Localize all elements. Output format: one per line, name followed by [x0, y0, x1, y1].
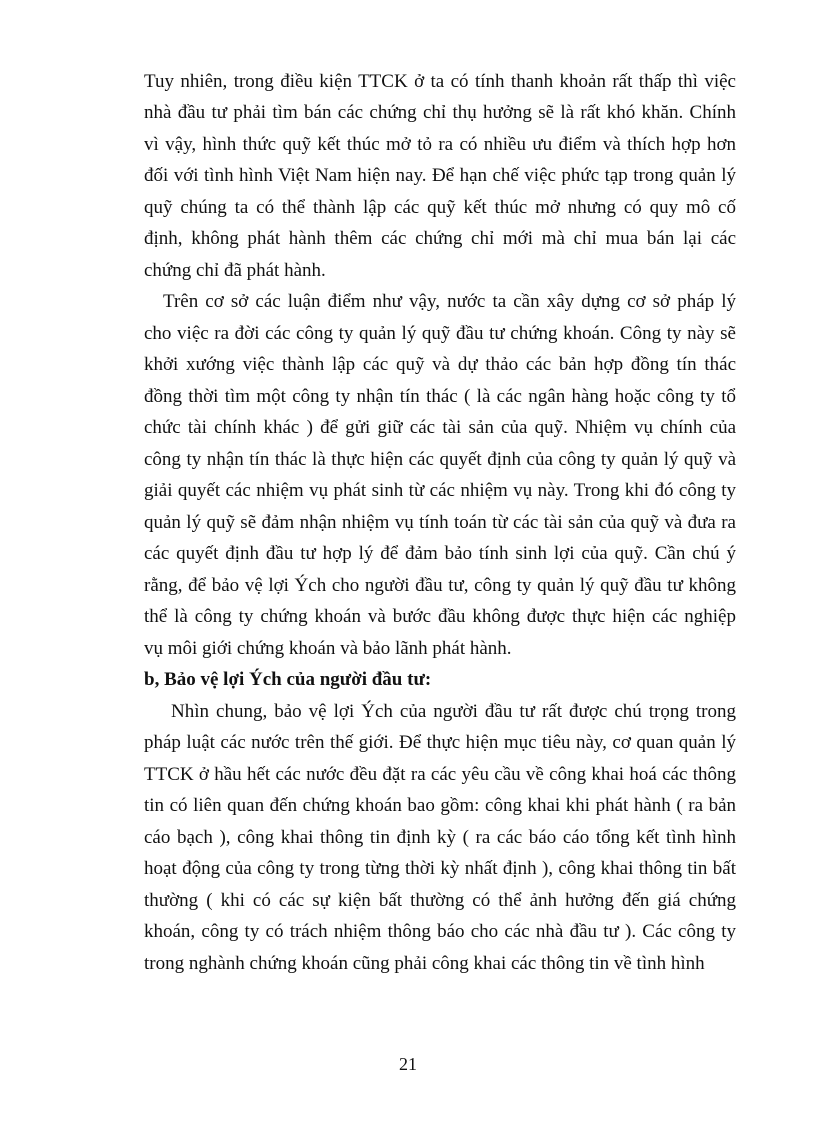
text-line: chức tài chính khác ) để gửi giữ các tài sản của quỹ. Nhiệm vụ chính của [144, 417, 736, 438]
text-line: pháp luật các nước trên thế giới. Để thực hiện mục tiêu này, cơ quan quản lý [144, 732, 736, 753]
text-line: Trên cơ sở các luận điểm như vậy, nước ta cần xây dựng cơ sở pháp lý [163, 291, 736, 312]
text-line: cáo bạch ), công khai thông tin định kỳ ( ra các báo cáo tổng kết tình hình [144, 827, 736, 848]
text-line: rằng, để bảo vệ lợi Ých cho người đầu tư, công ty quản lý quỹ đầu tư không [144, 575, 736, 596]
text-line: các quyết định đầu tư hợp lý để đảm bảo tính sinh lợi của quỹ. Cần chú ý [144, 543, 736, 564]
text-line: khoán, công ty có trách nhiệm thông báo cho các nhà đầu tư ). Các công ty [144, 921, 736, 942]
text-line: hoạt động của công ty trong từng thời kỳ nhất định ), công khai thông tin bất [144, 858, 736, 879]
text-line: đối với tình hình Việt Nam hiện nay. Để hạn chế việc phức tạp trong quản lý [144, 165, 736, 186]
text-line: quỹ chúng ta có thể thành lập các quỹ kết thúc mở nhưng có quy mô cố [144, 197, 736, 218]
text-line: vụ môi giới chứng khoán và bảo lãnh phát hành. [144, 638, 512, 659]
text-line: quản lý quỹ sẽ đảm nhận nhiệm vụ tính toán từ các tài sản của quỹ và đưa ra [144, 512, 736, 533]
text-line: giải quyết các nhiệm vụ phát sinh từ các nhiệm vụ này. Trong khi đó công ty [144, 480, 736, 501]
text-line: TTCK ở hầu hết các nước đều đặt ra các yêu cầu về công khai hoá các thông [144, 764, 736, 785]
text-line: tin có liên quan đến chứng khoán bao gồm: công khai khi phát hành ( ra bản [144, 795, 736, 816]
text-line: nhà đầu tư phải tìm bán các chứng chỉ thụ hưởng sẽ là rất khó khăn. Chính [144, 102, 736, 123]
text-line: chứng chỉ đã phát hành. [144, 260, 326, 281]
text-line: thể là công ty chứng khoán và bước đầu không được thực hiện các nghiệp [144, 606, 736, 627]
text-line: định, không phát hành thêm các chứng chỉ mới mà chỉ mua bán lại các [144, 228, 736, 249]
text-line: thường ( khi có các sự kiện bất thường có thể ảnh hưởng đến giá chứng [144, 890, 736, 911]
section-heading: b, Bảo vệ lợi Ých của người đầu tư: [144, 669, 432, 690]
text-line: đồng thời tìm một công ty nhận tín thác ( là các ngân hàng hoặc công ty tổ [144, 386, 736, 407]
text-line: khởi xướng việc thành lập các quỹ và dự thảo các bản hợp đồng tín thác [144, 354, 736, 375]
text-line: vì vậy, hình thức quỹ kết thúc mở tỏ ra có nhiều ưu điểm và thích hợp hơn [144, 134, 736, 155]
text-line: trong nghành chứng khoán cũng phải công khai các thông tin về tình hình [144, 953, 705, 974]
text-line: công ty nhận tín thác là thực hiện các quyết định của công ty quản lý quỹ và [144, 449, 736, 470]
page-number: 21 [399, 1054, 417, 1074]
text-line: Tuy nhiên, trong điều kiện TTCK ở ta có tính thanh khoản rất thấp thì việc [144, 71, 736, 92]
text-line: cho việc ra đời các công ty quản lý quỹ đầu tư chứng khoán. Công ty này sẽ [144, 323, 736, 344]
text-line: Nhìn chung, bảo vệ lợi Ých của người đầu tư rất được chú trọng trong [171, 701, 736, 722]
